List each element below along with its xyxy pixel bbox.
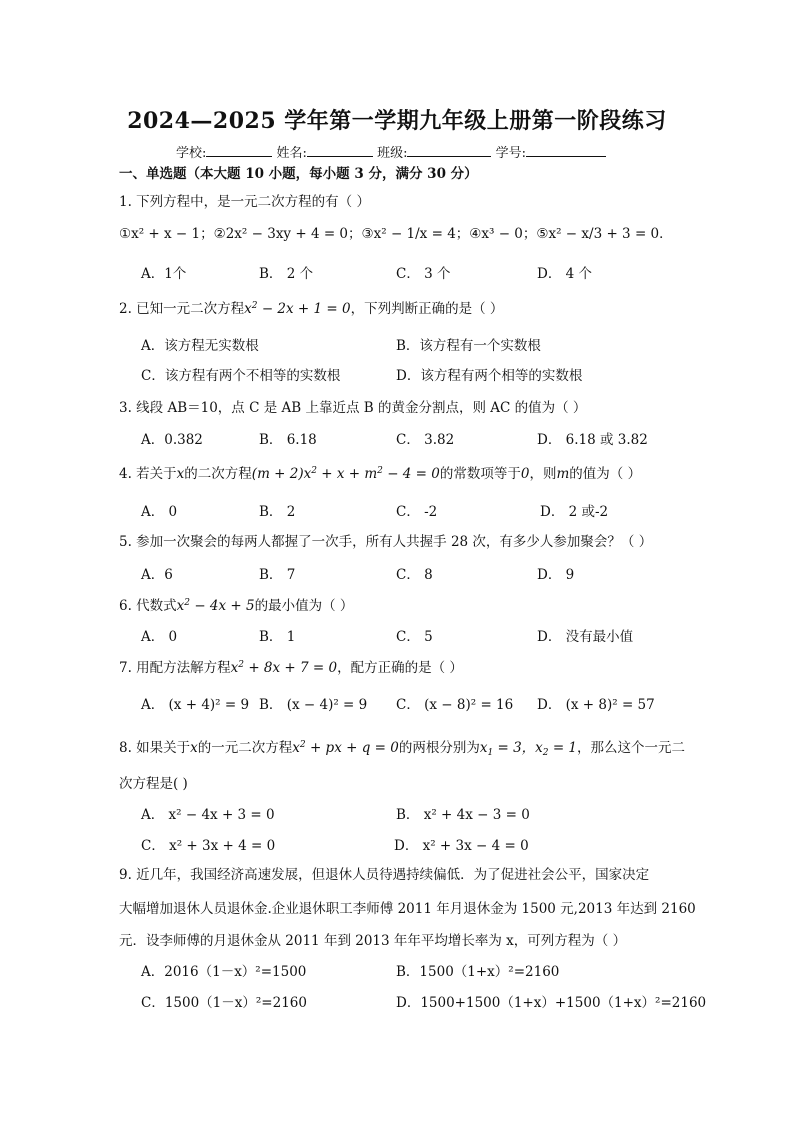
question-6-stem: 6. 代数式$x^2 - 4x + 5$的最小值为（ ） [119, 598, 354, 614]
q7-option-d: D． (x + 8)² = 57 [537, 697, 655, 713]
q6-option-b: B． 1 [259, 629, 296, 645]
q8-option-b: B． x² + 4x − 3 = 0 [396, 807, 530, 823]
question-2-stem: 2. 已知一元二次方程$x^2 - 2x + 1 = 0$，下列判断正确的是（ ） [119, 301, 504, 317]
q3-option-a: A．0.382 [141, 432, 203, 448]
q1-option-c: C． 3 个 [396, 266, 451, 282]
q6-option-c: C． 5 [396, 629, 433, 645]
q4-option-b: B． 2 [259, 504, 296, 520]
q4-option-c: C． -2 [396, 504, 438, 520]
name-blank [307, 144, 373, 157]
q7-option-b: B． (x − 4)² = 9 [259, 697, 368, 713]
q8-option-d: D． x² + 3x − 4 = 0 [394, 838, 529, 854]
section-heading: 一、单选题（本大题 10 小题，每小题 3 分，满分 30 分） [119, 166, 478, 182]
q1-option-d: D． 4 个 [537, 266, 592, 282]
q1-option-b: B． 2 个 [259, 266, 314, 282]
q9-option-c: C．1500（1－x）²=2160 [141, 995, 307, 1011]
q2-option-c: C．该方程有两个不相等的实数根 [141, 368, 341, 384]
q8-equation: $x^2$ + px + q = 0 [292, 740, 399, 756]
question-5-stem: 5. 参加一次聚会的每两人都握了一次手，所有人共握手 28 次，有多少人参加聚会？（ ） [119, 534, 653, 550]
q2-option-a: A．该方程无实数根 [141, 338, 259, 354]
number-label: 学号: [495, 146, 526, 161]
q3-option-c: C． 3.82 [396, 432, 455, 448]
q7-equation: $x^2 + 8x + 7 = 0$ [230, 660, 338, 676]
q4-equation: $(m + 2)x^2 + x + m^2 - 4 = 0$ [251, 466, 440, 482]
question-3-stem: 3. 线段 AB＝10，点 C 是 AB 上靠近点 B 的黄金分割点，则 AC 的值为（ ） [119, 400, 587, 416]
student-info-line [176, 142, 606, 161]
question-1-stem: 1. 下列方程中，是一元二次方程的有（ ） [119, 194, 370, 210]
question-9-line-1: 9. 近几年，我国经济高速发展，但退休人员待遇持续偏低．为了促进社会公平，国家决定 [119, 867, 650, 883]
q6-expression: $x^2 - 4x + 5$ [176, 598, 255, 614]
q8-option-c: C． x² + 3x + 4 = 0 [141, 838, 276, 854]
q8-option-a: A． x² − 4x + 3 = 0 [141, 807, 275, 823]
q9-option-d: D．1500+1500（1+x）+1500（1+x）²=2160 [396, 995, 707, 1011]
q7-option-a: A． (x + 4)² = 9 [141, 697, 250, 713]
q4-option-d: D． 2 或-2 [540, 504, 609, 520]
q5-option-d: D． 9 [537, 567, 575, 583]
question-9-line-2: 大幅增加退休人员退休金.企业退休职工李师傅 2011 年月退休金为 1500 元,2013 年达到 2160 [119, 901, 696, 917]
question-8-stem-line2: 次方程是( ) [119, 776, 188, 792]
question-7-stem: 7. 用配方法解方程$x^2 + 8x + 7 = 0$，配方正确的是（ ） [119, 660, 463, 676]
question-4-stem: 4. 若关于x的二次方程$(m + 2)x^2 + x + m^2 - 4 = 0$的常数项等于0，则m的值为（ ） [119, 466, 642, 482]
q5-option-b: B． 7 [259, 567, 296, 583]
number-blank [526, 144, 606, 157]
q2-option-b: B．该方程有一个实数根 [396, 338, 541, 354]
q5-option-c: C． 8 [396, 567, 433, 583]
q8-roots: $x_1 = 3$，$x_2 = 1$ [479, 740, 578, 758]
q3-option-b: B． 6.18 [259, 432, 317, 448]
page-title: 2024—2025 学年第一学期九年级上册第一阶段练习 [127, 108, 667, 134]
q3-option-d: D． 6.18 或 3.82 [537, 432, 648, 448]
school-label: 学校: [176, 146, 207, 161]
q9-option-a: A．2016（1－x）²=1500 [141, 964, 307, 980]
question-8-stem: 8. 如果关于x的一元二次方程$x^2$ + px + q = 0的两根分别为$x_1 = 3$，$x_2 = 1$，那么这个一元二 [119, 740, 686, 758]
q2-equation: $x^2 - 2x + 1 = 0$ [244, 301, 351, 317]
class-label: 班级: [377, 146, 408, 161]
q5-option-a: A．6 [141, 567, 173, 583]
q6-option-a: A． 0 [141, 629, 178, 645]
q4-option-a: A． 0 [141, 504, 178, 520]
q1-option-a: A．1个 [141, 266, 187, 282]
name-label: 姓名: [276, 146, 307, 161]
q6-option-d: D． 没有最小值 [537, 629, 634, 645]
school-blank [206, 144, 272, 157]
q9-option-b: B．1500（1+x）²=2160 [396, 964, 560, 980]
q2-option-d: D．该方程有两个相等的实数根 [396, 368, 583, 384]
question-1-items: ①x² + x − 1；②2x² − 3xy + 4 = 0；③x² − 1/x = 4；④x³ − 0；⑤x² − x/3 + 3 = 0． [119, 226, 673, 242]
class-blank [407, 144, 491, 157]
question-9-line-3: 元．设李师傅的月退休金从 2011 年到 2013 年年平均增长率为 x，可列方程为（ ） [119, 933, 627, 949]
q7-option-c: C． (x − 8)² = 16 [396, 697, 514, 713]
